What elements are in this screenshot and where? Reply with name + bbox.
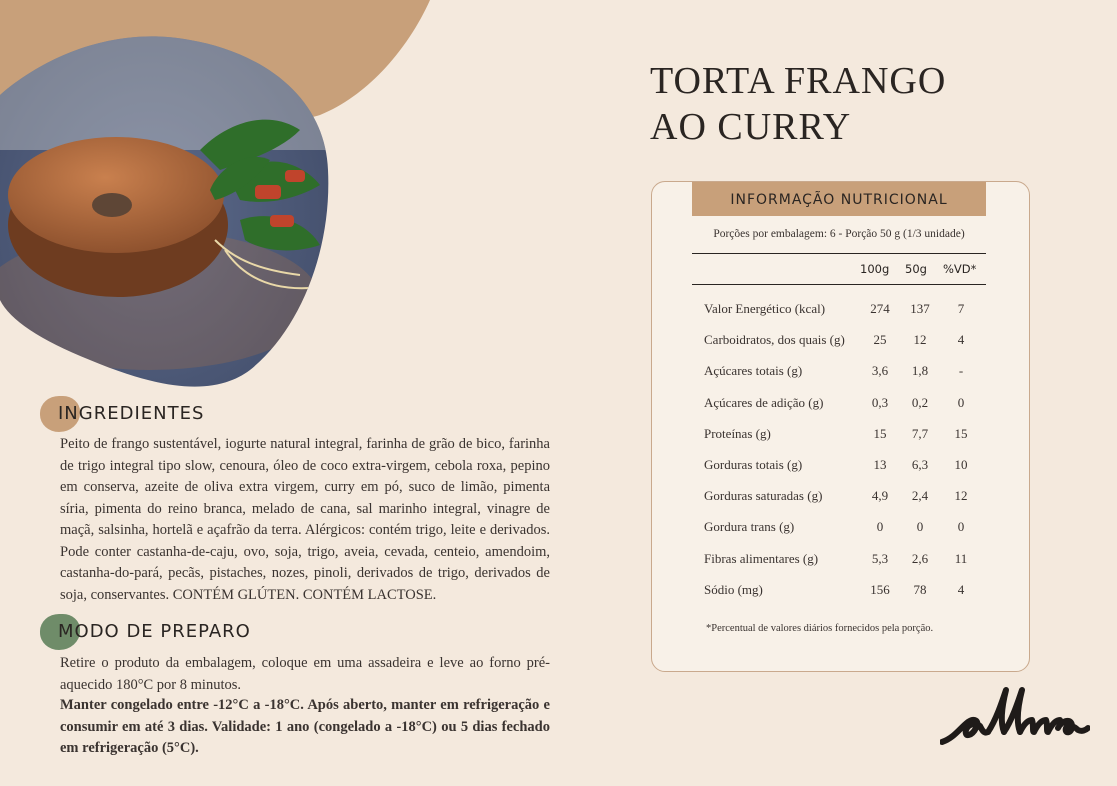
value-100g: 25 (873, 332, 887, 347)
nutrient-label: Gorduras totais (g) (704, 457, 803, 472)
ingredients-text: Peito de frango sustentável, iogurte natural integral, farinha de grão de bico, farinha de trigo integral tipo slow, cenoura, óleo de coco extra-virgem, cebola roxa, pepino em conserva, azeite de oliva extra virgem, curry em pó, suco de limão, pimenta síria, pimenta do reino branca, melado de cana, sal marinho integral, vinagre de maçã, salsinha, hortelã e açafrão da terra. Alérgicos: contém trigo, leite e derivados. Pode conter castanha-de-caju, ovo, soja, trigo, aveia, cevada, centeio, amendoim, castanha-do-pará, pecãs, pistaches, nozes, pinoli, derivados de trigo, derivados de soja, conservantes. CONTÉM GLÚTEN. CONTÉM LACTOSE. (60, 436, 550, 603)
value-50g: 12 (913, 332, 927, 347)
table-row (704, 582, 986, 602)
value-50g: 137 (910, 301, 930, 316)
nutrient-label: Proteínas (g) (704, 426, 771, 441)
nutrient-label: Valor Energético (kcal) (704, 301, 826, 316)
nutrient-label: Gordura trans (g) (704, 519, 795, 534)
value-vd: 0 (957, 519, 965, 534)
value-50g: 7,7 (911, 426, 929, 441)
product-photo (0, 0, 335, 392)
table-row (704, 332, 986, 352)
table-row (704, 551, 986, 571)
value-100g: 13 (873, 457, 887, 472)
table-row (704, 395, 986, 415)
table-top-rule (692, 253, 986, 254)
table-row (704, 488, 986, 508)
servings-info: Porções por embalagem: 6 - Porção 50 g (1/3 unidade) (713, 228, 965, 240)
value-50g: 6,3 (911, 457, 929, 472)
value-100g: 5,3 (871, 551, 889, 566)
value-100g: 15 (873, 426, 887, 441)
value-50g: 2,6 (911, 551, 929, 566)
value-vd: 11 (954, 551, 968, 566)
value-100g: 4,9 (871, 488, 889, 503)
ingredients-heading: INGREDIENTES (58, 403, 205, 424)
value-50g: 0 (916, 519, 924, 534)
value-100g: 274 (870, 301, 890, 316)
value-100g: 156 (870, 582, 890, 597)
nutrient-label: Fibras alimentares (g) (704, 551, 819, 566)
title-line-1: TORTA FRANGO (650, 60, 947, 102)
nutrition-card (651, 181, 1030, 672)
value-100g: 0 (876, 519, 884, 534)
value-50g: 1,8 (911, 363, 929, 378)
value-vd: 0 (957, 395, 965, 410)
nutrition-heading: INFORMAÇÃO NUTRICIONAL (692, 182, 986, 216)
table-row (704, 426, 986, 446)
value-vd: 7 (957, 301, 965, 316)
preparation-heading: MODO DE PREPARO (58, 621, 251, 642)
table-row (704, 519, 986, 539)
value-50g: 0,2 (911, 395, 929, 410)
table-row (704, 301, 986, 321)
product-title (650, 58, 946, 150)
value-100g: 3,6 (871, 363, 889, 378)
value-vd: 4 (957, 582, 965, 597)
table-header-rule (692, 284, 986, 285)
value-vd: 4 (957, 332, 965, 347)
value-50g: 78 (913, 582, 927, 597)
value-50g: 2,4 (911, 488, 929, 503)
col-head-50g: 50g (905, 262, 927, 276)
nutrient-label: Carboidratos, dos quais (g) (704, 332, 845, 347)
nutrient-label: Sódio (mg) (704, 582, 763, 597)
preparation-text: Retire o produto da embalagem, coloque em uma assadeira e leve ao forno pré-aquecido 180°C por 8 minutos. (60, 655, 550, 693)
value-100g: 0,3 (871, 395, 889, 410)
value-vd: 10 (954, 457, 968, 472)
value-vd: - (958, 363, 964, 378)
table-row (704, 363, 986, 383)
storage-text: Manter congelado entre -12°C a -18°C. Após aberto, manter em refrigeração e consumir em até 3 dias. Validade: 1 ano (congelado a -18°C) ou 5 dias fechado em refrigeração (5°C). (60, 697, 550, 756)
value-vd: 12 (954, 488, 968, 503)
nutrient-label: Açúcares totais (g) (704, 363, 803, 378)
footnote: *Percentual de valores diários fornecidos pela porção. (706, 623, 934, 634)
brand-logo (940, 680, 1090, 750)
col-head-100g: 100g (860, 262, 890, 276)
value-vd: 15 (954, 426, 968, 441)
nutrient-label: Gorduras saturadas (g) (704, 488, 823, 503)
table-row (704, 457, 986, 477)
nutrient-label: Açúcares de adição (g) (704, 395, 824, 410)
col-head-vd: %VD* (943, 262, 977, 276)
title-line-2: AO CURRY (650, 106, 852, 148)
